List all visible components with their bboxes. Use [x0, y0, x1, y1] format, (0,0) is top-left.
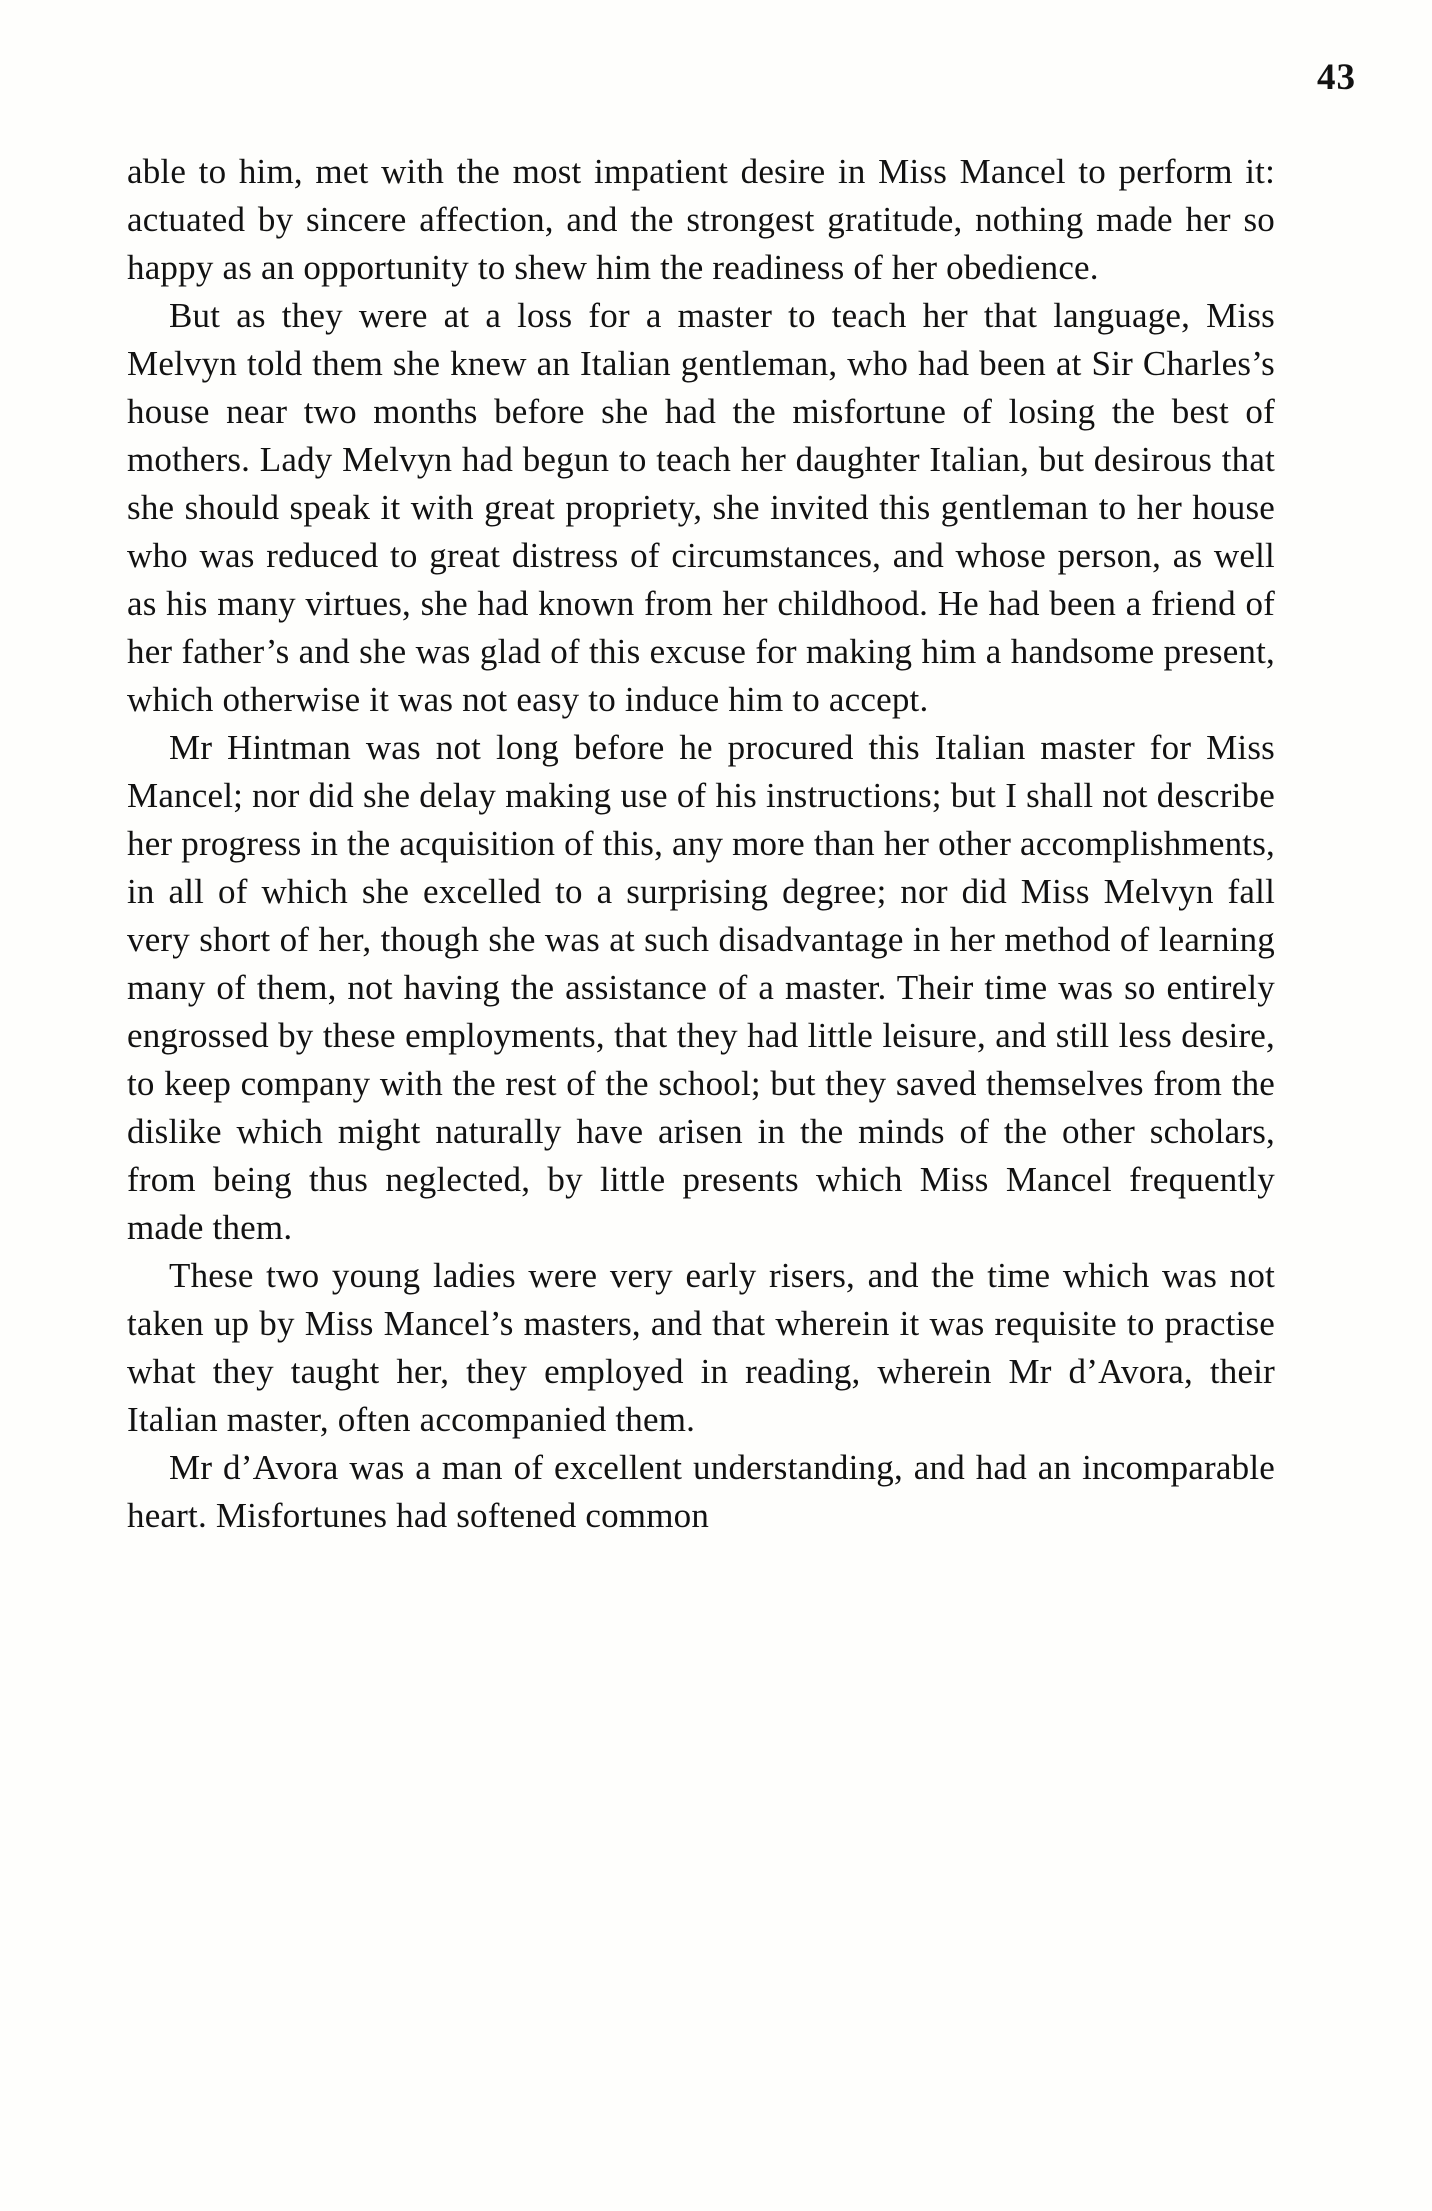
- paragraph: Mr Hintman was not long before he procured this Italian master for Miss Mancel; nor did she delay making use of his instructions; but I shall not describe her progress in the acquisition of this, any more than her other accomplishments, in all of which she excelled to a surprising degree; nor did Miss Melvyn fall very short of her, though she was at such disadvantage in her method of learning many of them, not having the assistance of a master. Their time was so entirely engrossed by these employments, that they had little leisure, and still less desire, to keep company with the rest of the school; but they saved themselves from the dislike which might naturally have arisen in the minds of the other scholars, from being thus neglected, by little presents which Miss Mancel frequently made them.: [127, 728, 1275, 1247]
- page-number: 43: [1317, 57, 1356, 98]
- paragraph: But as they were at a loss for a master to teach her that language, Miss Melvyn told them she knew an Italian gentleman, who had been at Sir Charles’s house near two months before she had the misfortune of losing the best of mothers. Lady Melvyn had begun to teach her daughter Italian, but desirous that she should speak it with great propriety, she invited this gentleman to her house who was reduced to great distress of circumstances, and whose person, as well as his many virtues, she had known from her childhood. He had been a friend of her father’s and she was glad of this excuse for making him a handsome present, which otherwise it was not easy to induce him to accept.: [127, 296, 1275, 719]
- paragraph: Mr d’Avora was a man of excellent understanding, and had an incomparable heart. Misfortunes had softened common: [127, 1448, 1275, 1535]
- text-block: [127, 148, 1275, 1540]
- paragraph: able to him, met with the most impatient desire in Miss Mancel to perform it: actuated by sincere affection, and the strongest gratitude, nothing made her so happy as an opportunity to shew him the readiness of her obedience.: [127, 152, 1275, 287]
- paragraph: These two young ladies were very early risers, and the time which was not taken up by Miss Mancel’s masters, and that wherein it was requisite to practise what they taught her, they employed in reading, wherein Mr d’Avora, their Italian master, often accompanied them.: [127, 1256, 1275, 1439]
